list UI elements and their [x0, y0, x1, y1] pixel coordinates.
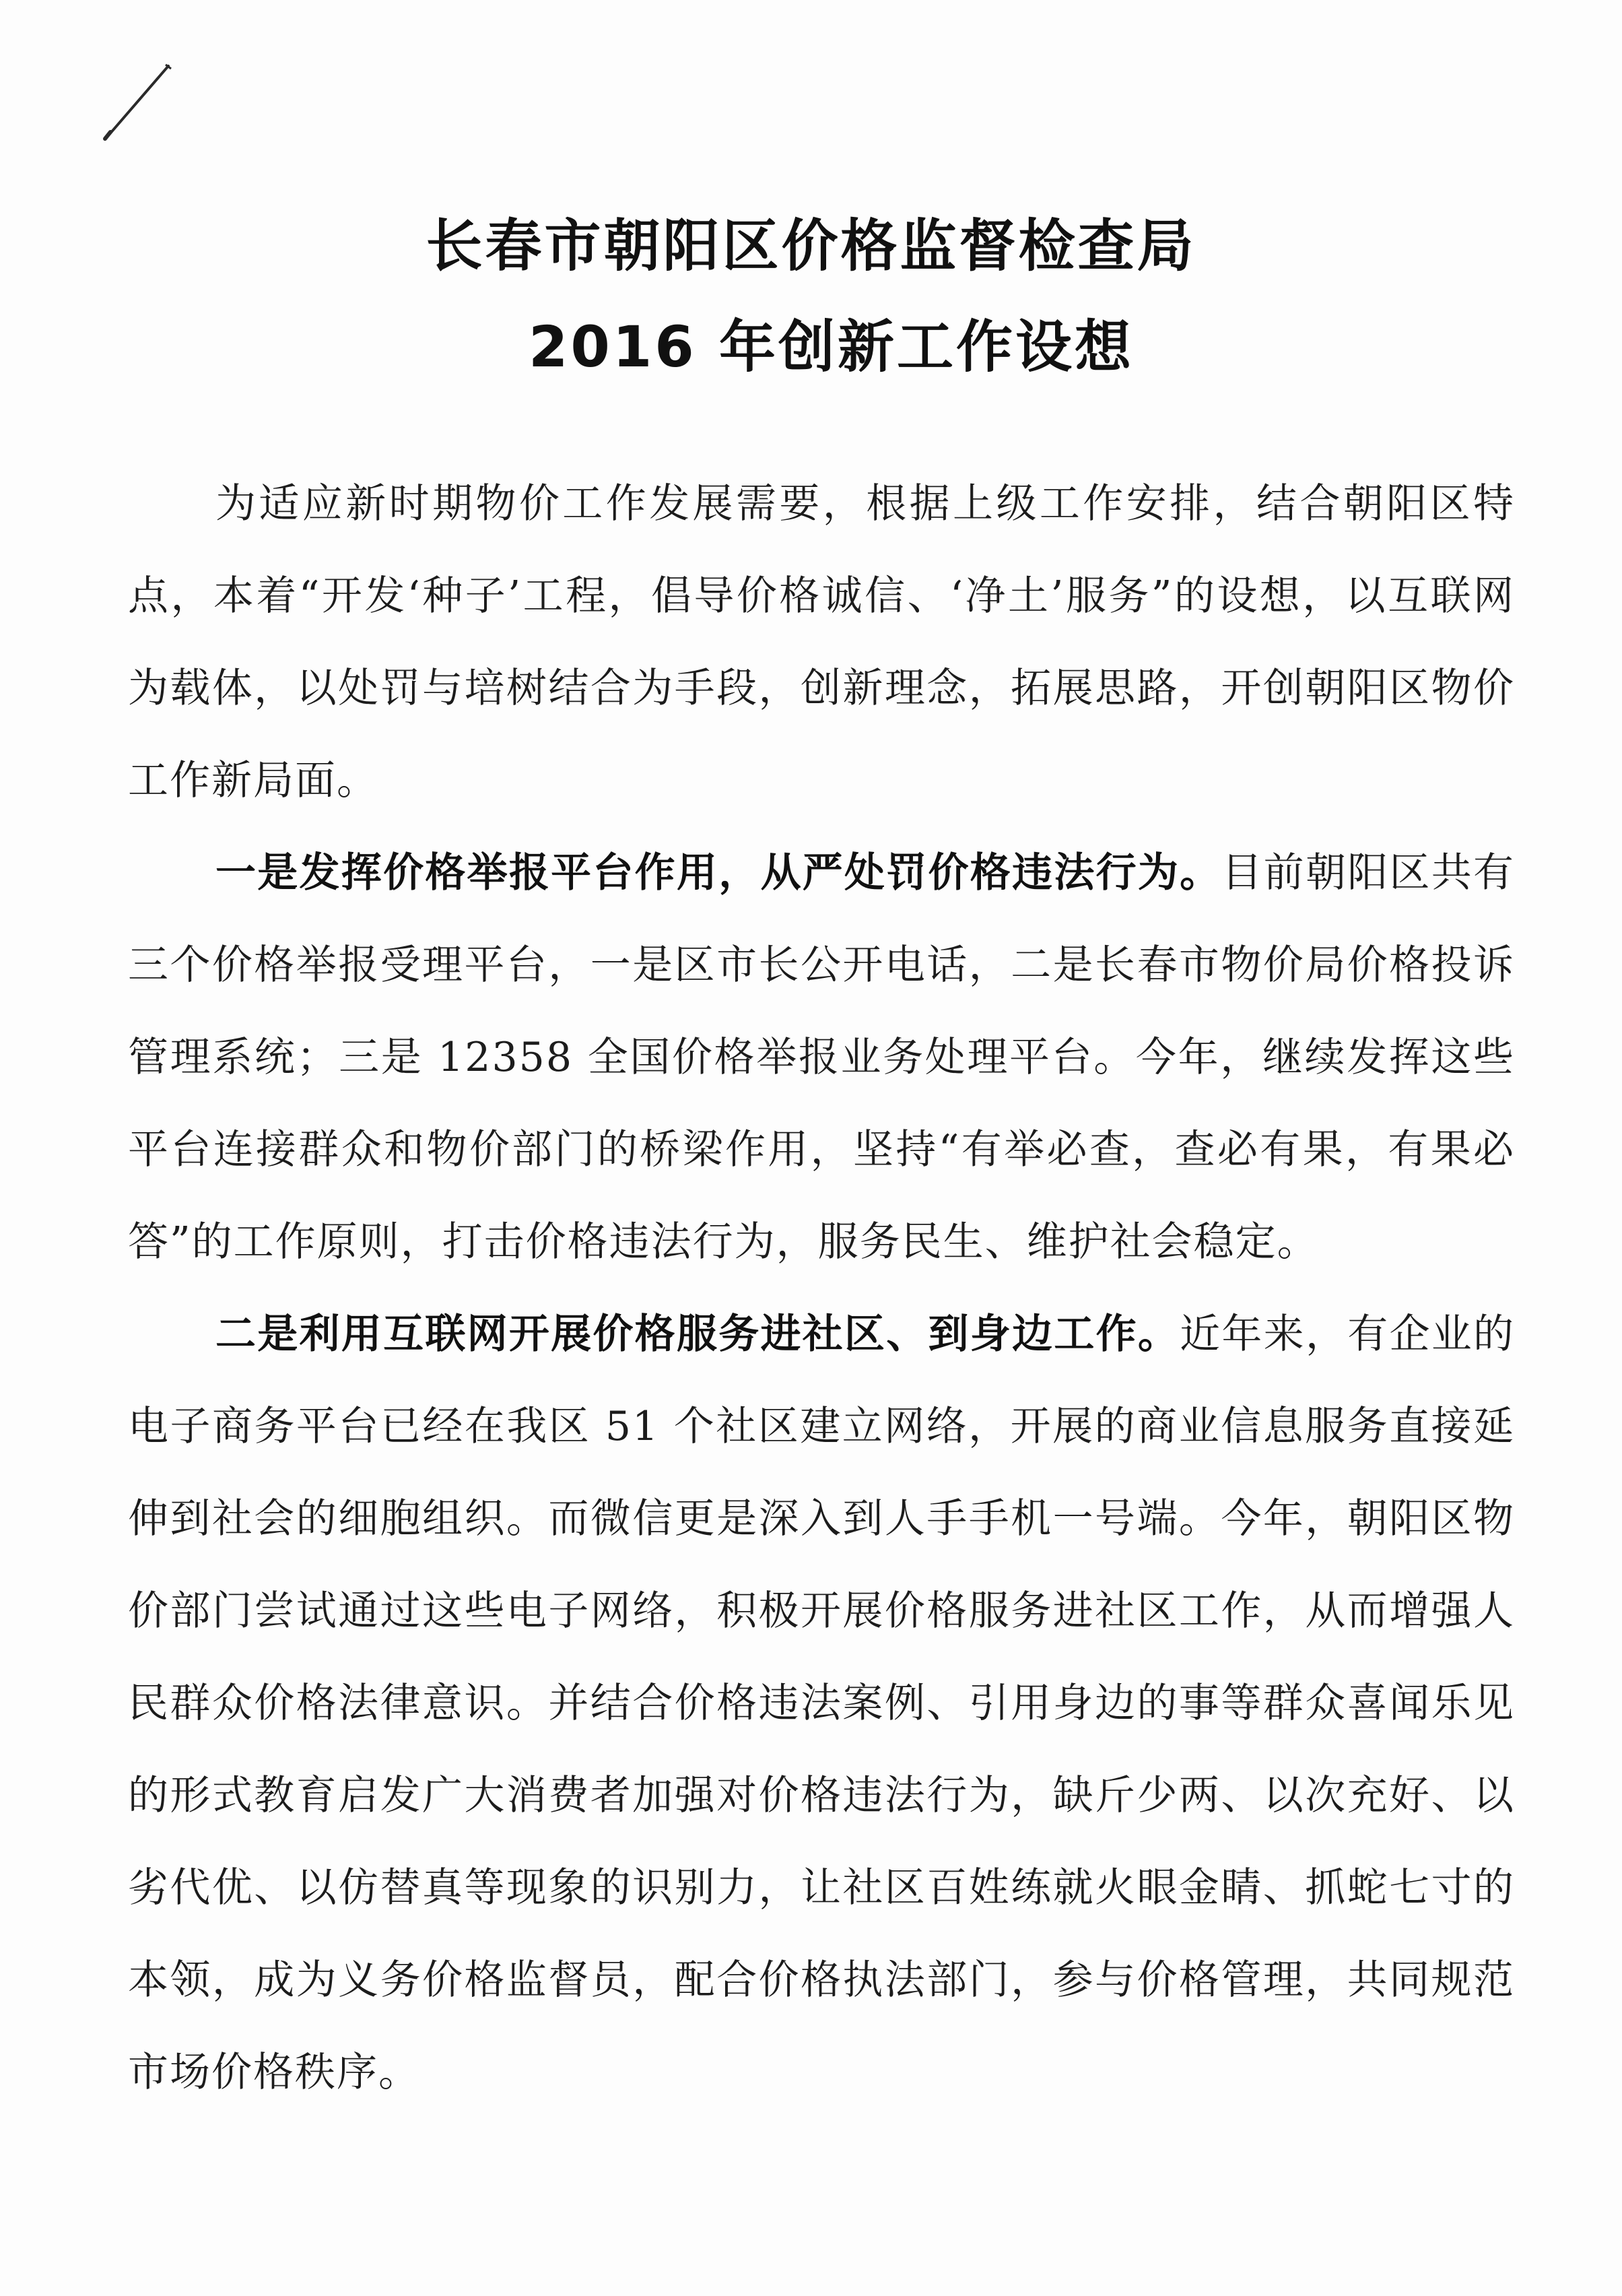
pen-mark-icon — [101, 62, 175, 143]
document-body — [128, 458, 1515, 2119]
document-title — [0, 195, 1622, 397]
title-line-1: 长春市朝阳区价格监督检查局 — [426, 213, 1196, 279]
paragraph-text: 为适应新时期物价工作发展需要，根据上级工作安排，结合朝阳区特点，本着“开发‘种子’工程，倡导价格诚信、‘净土’服务”的设想，以互联网为载体，以处罚与培树结合为手段，创新理念，拓展思路，开创朝阳区物价工作新局面。 — [128, 480, 1515, 804]
paragraph-text: 近年来，有企业的电子商务平台已经在我区 51 个社区建立网络，开展的商业信息服务直接延伸到社会的细胞组织。而微信更是深入到人手手机一号端。今年，朝阳区物价部门尝试通过这些电子网络，积极开展价格服务进社区工作，从而增强人民群众价格法律意识。并结合价格违法案例、引用身边的事等群众喜闻乐见的形式教育启发广大消费者加强对价格违法行为，缺斤少两、以次充好、以劣代优、以仿替真等现象的识别力，让社区百姓练就火眼金睛、抓蛇七寸的本领，成为义务价格监督员，配合价格执法部门，参与价格管理，共同规范市场价格秩序。 — [128, 1311, 1516, 2096]
paragraph-lead: 二是利用互联网开展价格服务进社区、到身边工作。 — [215, 1311, 1180, 1358]
paragraph-point-1 — [128, 827, 1515, 1288]
title-line-2: 2016 年创新工作设想 — [528, 314, 1135, 380]
paragraph-lead: 一是发挥价格举报平台作用，从严处罚价格违法行为。 — [215, 849, 1222, 896]
paragraph-point-2 — [128, 1288, 1515, 2119]
paragraph-intro — [128, 458, 1515, 827]
paragraph-text: 目前朝阳区共有三个价格举报受理平台，一是区市长公开电话，二是长春市物价局价格投诉管理系统；三是 12358 全国价格举报业务处理平台。今年，继续发挥这些平台连接群众和物价部门的桥梁作用，坚持“有举必查，查必有果，有果必答”的工作原则，打击价格违法行为，服务民生、维护社会稳定。 — [128, 849, 1516, 1266]
